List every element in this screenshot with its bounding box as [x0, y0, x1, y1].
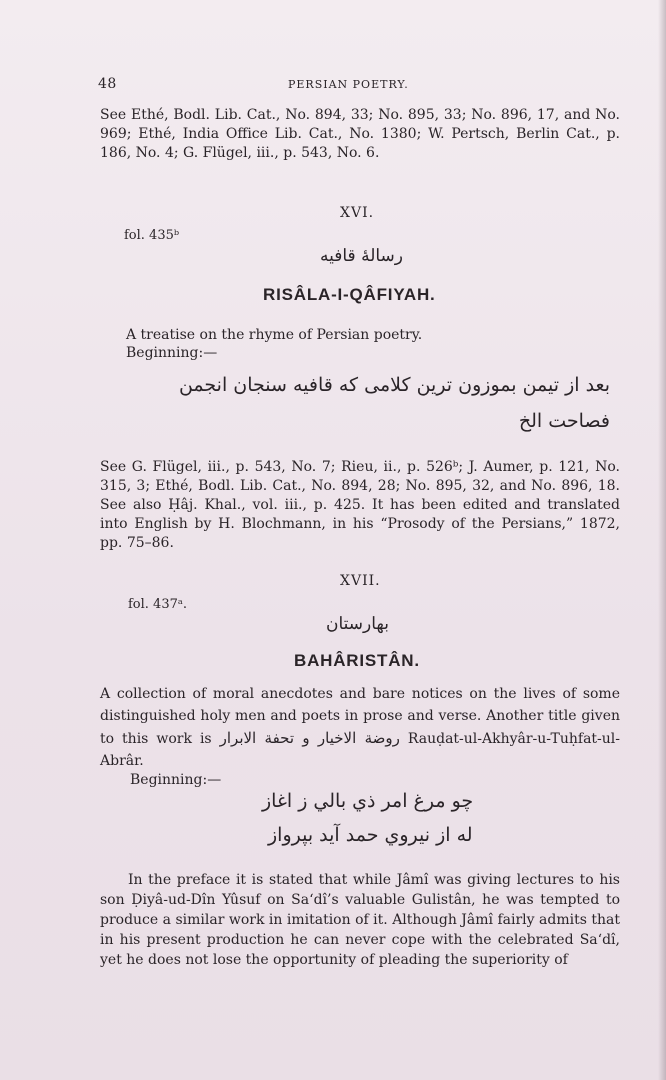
page-header [98, 76, 618, 96]
preface-paragraph [100, 870, 620, 970]
reference-text: See Ethé, Bodl. Lib. Cat., No. 894, 33; No. 895, 33; No. 896, 17, and No. 969; Ethé, India Office Lib. Cat., No. 1380; W. Pertsch, Berlin Cat., p. 186, No. 4; G. Flügel, iii., p. 543, No. 6. [100, 107, 620, 161]
arabic-incipit-line-1: بعد از تیمن بموزون ترین کلامی که قافیه سنجان انجمن [178, 374, 610, 396]
section-numeral-xvi: XVI. [340, 205, 375, 221]
section-numeral-xvii: XVII. [340, 573, 381, 589]
description-xvii [100, 683, 620, 772]
arabic-title-xvi: رسالهٔ قافیه [320, 246, 404, 266]
description-text-xvii: A collection of moral anecdotes and bare notices on the lives of some distinguished holy men and poets in prose and verse. Another title given to this work is [100, 686, 620, 747]
description-xvi: A treatise on the rhyme of Persian poetry. [126, 327, 423, 343]
section-title-xvi: RISÂLA-I-QÂFIYAH. [263, 285, 436, 304]
section-title-xvii: BAHÂRISTÂN. [294, 651, 420, 670]
arabic-title-xvii: بهارستان [326, 614, 389, 634]
alternate-title-arabic: روضة الاخيار و تحفة الابرار [219, 729, 400, 747]
folio-ref-xvi: fol. 435ᵇ [124, 228, 180, 243]
beginning-label-xvii: Beginning:— [130, 772, 222, 788]
verse-line-2: له از نیروي حمد آيد بپرواز [268, 824, 473, 846]
verse-line-1: چو مرغ امر ذي بالي ز اغاز [262, 790, 474, 812]
arabic-incipit-line-2: فصاحت الخ [518, 410, 610, 432]
alternate-title-transliteration: Rauḍat-ul-Akhyâr-u-Tuḥfat-ul-Abrâr. [100, 731, 621, 769]
beginning-label-xvi: Beginning:— [126, 345, 218, 361]
folio-ref-xvii: fol. 437ᵃ. [128, 597, 188, 612]
running-title: PERSIAN POETRY. [288, 78, 409, 91]
references-text-xvi: See G. Flügel, iii., p. 543, No. 7; Rieu, ii., p. 526ᵇ; J. Aumer, p. 121, No. 315, 3; Ethé, Bodl. Lib. Cat., No. 894, 28; No. 895, 32, and No. 896, 18. See also Ḥâj. Khal., vol. iii., p. 425. It has been edited and translated into English by H. Blochmann, in his “Prosody of the Persians,” 1872, pp. 75–86. [100, 459, 620, 551]
references-xvi [100, 458, 620, 553]
page-number: 48 [98, 76, 117, 92]
preface-text: In the preface it is stated that while Jâmî was giving lectures to his son Ḍiyâ-ud-Dîn Yûsuf on Sa‘dî’s valuable Gulistân, he was tempted to produce a similar work in imitation of it. Although Jâmî fairly admits that in his present production he can never cope with the celebrated Sa‘dî, yet he does not lose the opportunity of pleading the superiority of [100, 872, 620, 968]
page-edge-shadow [658, 0, 666, 1080]
reference-paragraph-top [100, 106, 620, 163]
